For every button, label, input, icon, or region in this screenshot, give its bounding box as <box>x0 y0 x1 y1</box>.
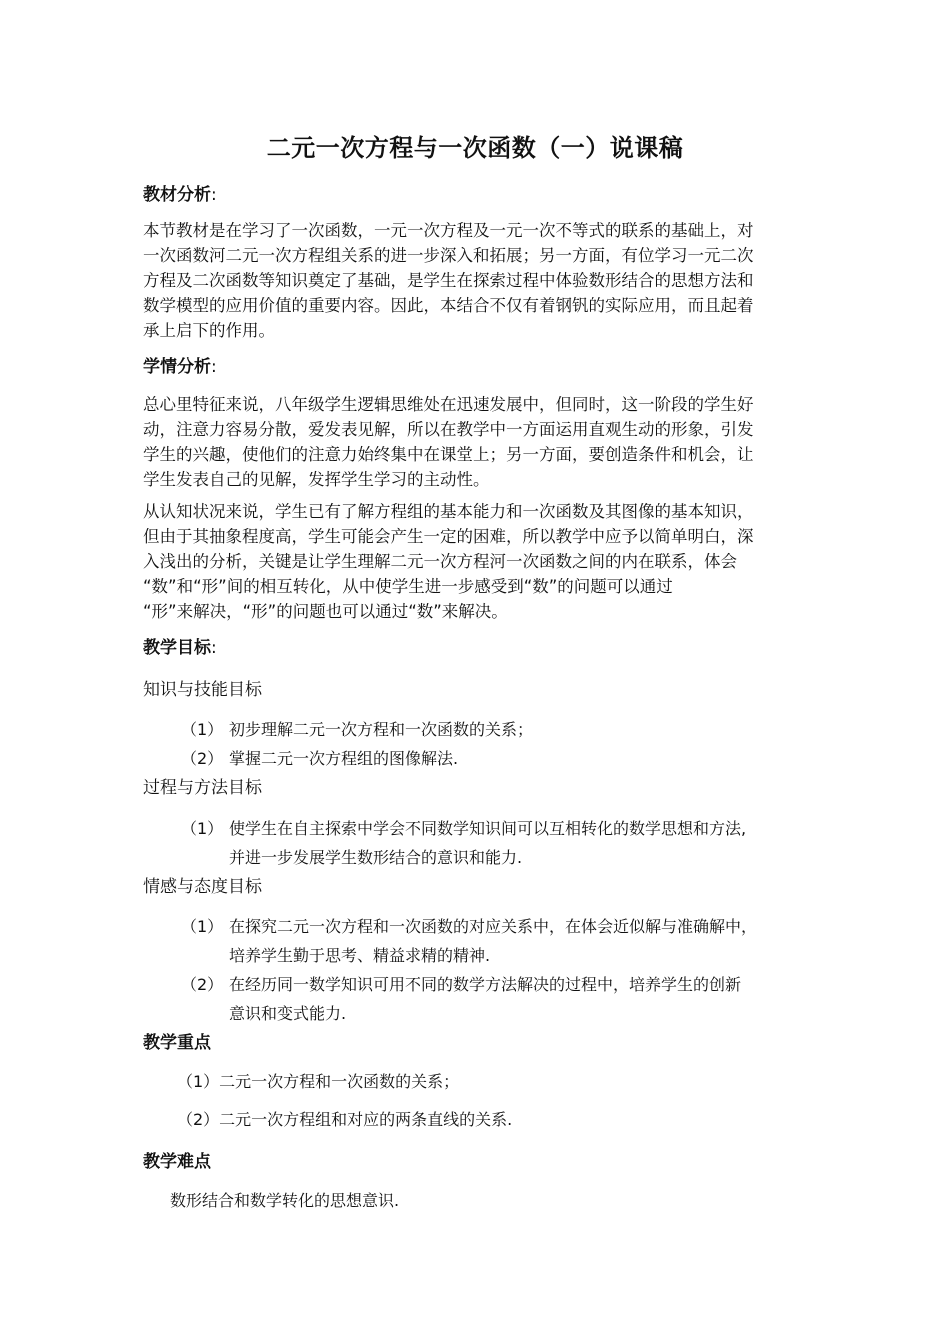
paragraph-line: 承上启下的作用。 <box>143 321 275 340</box>
list-item-number: （1） <box>181 917 224 936</box>
list-item-text-continued: 并进一步发展学生数形结合的意识和能力. <box>229 848 523 867</box>
list-item-text: 在探究二元一次方程和一次函数的对应关系中，在体会近似解与准确解中， <box>229 917 758 936</box>
paragraph-line: 本节教材是在学习了一次函数，一元一次方程及一元一次不等式的联系的基础上，对 <box>143 221 754 240</box>
paragraph-line: 方程及二次函数等知识奠定了基础，是学生在探索过程中体验数形结合的思想方法和 <box>143 271 754 290</box>
key-point-item: （2）二元一次方程组和对应的两条直线的关系. <box>177 1110 513 1129</box>
list-item-number: （1） <box>181 720 224 739</box>
paragraph-line: 学生的兴趣，使他们的注意力始终集中在课堂上；另一方面，要创造条件和机会，让 <box>143 445 754 464</box>
knowledge-goal-label: 知识与技能目标 <box>143 680 262 700</box>
list-item-text: 初步理解二元一次方程和一次函数的关系； <box>229 720 534 739</box>
heading-colon: : <box>211 185 217 205</box>
material-paragraph <box>143 218 754 343</box>
list-item-text-continued: 意识和变式能力. <box>229 1004 347 1023</box>
heading-colon: : <box>211 638 217 658</box>
heading-text: 教学目标 <box>143 638 211 658</box>
paragraph-line: 总心里特征来说，八年级学生逻辑思维处在迅速发展中，但同时，这一阶段的学生好 <box>143 395 754 414</box>
difficulty-text: 数形结合和数学转化的思想意识. <box>170 1191 400 1210</box>
students-paragraph-1 <box>143 392 754 492</box>
paragraph-line: 入浅出的分析，关键是让学生理解二元一次方程河一次函数之间的内在联系，体会 <box>143 552 737 571</box>
key-point-item: （1）二元一次方程和一次函数的关系； <box>177 1072 460 1091</box>
section-heading-difficulties: 教学难点 <box>143 1152 211 1172</box>
paragraph-line: 一次函数河二元一次方程组关系的进一步深入和拓展；另一方面，有位学习一元二次 <box>143 246 754 265</box>
list-item-text: 掌握二元一次方程组的图像解法. <box>229 749 459 768</box>
heading-colon: : <box>211 357 217 377</box>
list-item-text: 使学生在自主探索中学会不同数学知识间可以互相转化的数学思想和方法, <box>229 819 747 838</box>
students-paragraph-2 <box>143 499 754 624</box>
paragraph-line: 数学模型的应用价值的重要内容。因此，本结合不仅有着钢钒的实际应用，而且起着 <box>143 296 754 315</box>
emotion-goal-label: 情感与态度目标 <box>143 877 262 897</box>
page-title: 二元一次方程与一次函数（一）说课稿 <box>266 134 684 162</box>
paragraph-line: 从认知状况来说，学生已有了解方程组的基本能力和一次函数及其图像的基本知识， <box>143 502 754 521</box>
section-heading-goals <box>143 633 217 658</box>
paragraph-line: “形”来解决，“形”的问题也可以通过“数”来解决。 <box>143 602 508 621</box>
list-item-number: （2） <box>181 975 224 994</box>
paragraph-line: “数”和“形”间的相互转化，从中使学生进一步感受到“数”的问题可以通过 <box>143 577 673 596</box>
paragraph-line: 学生发表自己的见解，发挥学生学习的主动性。 <box>143 470 490 489</box>
section-heading-key-points: 教学重点 <box>143 1033 211 1053</box>
section-heading-material <box>143 180 217 205</box>
process-goal-label: 过程与方法目标 <box>143 778 262 798</box>
section-heading-students <box>143 352 217 377</box>
heading-text: 教材分析 <box>143 185 211 205</box>
list-item-text: 在经历同一数学知识可用不同的数学方法解决的过程中，培养学生的创新 <box>229 975 742 994</box>
list-item-number: （1） <box>181 819 224 838</box>
list-item-number: （2） <box>181 749 224 768</box>
paragraph-line: 动，注意力容易分散，爱发表见解，所以在教学中一方面运用直观生动的形象，引发 <box>143 420 754 439</box>
list-item-text-continued: 培养学生勤于思考、精益求精的精神. <box>229 946 491 965</box>
heading-text: 学情分析 <box>143 357 211 377</box>
paragraph-line: 但由于其抽象程度高，学生可能会产生一定的困难，所以教学中应予以简单明白，深 <box>143 527 754 546</box>
